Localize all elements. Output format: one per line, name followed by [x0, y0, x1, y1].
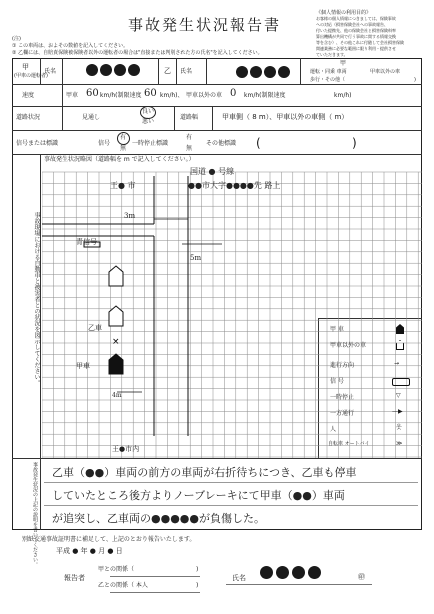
signal-row-label: 信号または標識: [16, 140, 59, 147]
signal-option-yes-circle: [117, 132, 130, 145]
traffic-signal-icon: [392, 378, 410, 386]
view-option-good: 良い: [142, 108, 155, 115]
speed-label: 速度: [22, 92, 35, 99]
collision-mark-icon: ×: [112, 337, 120, 347]
signal-text: 青信号: [76, 238, 97, 246]
otsu-name-redaction: [264, 66, 276, 78]
privacy-notice-line: 等を含む）、その他これに付随して会社損害保険: [316, 40, 404, 45]
person-icon: 옷: [396, 424, 402, 431]
dim-5m: 5m: [190, 254, 202, 262]
legend-item: 信 号: [330, 378, 344, 385]
legend: [326, 320, 418, 456]
footer-name-redaction: [308, 566, 321, 579]
statement-line: 乙車（●●）車両の前方の車両が右折待ちにつき、乙車も停車: [52, 466, 357, 479]
ko-label: 甲: [22, 63, 29, 71]
ko-name-redaction: [128, 64, 140, 76]
road-name-top: 国道 ● 号線: [190, 167, 235, 176]
dim-4m: 4m: [112, 392, 122, 399]
privacy-notice-line: お客様の個人情報につきましては、保険事故: [316, 16, 396, 21]
name-label: 氏名: [44, 68, 57, 75]
speed-ko-value: 60: [86, 88, 99, 99]
diagram-vertical-text: 事故現場における自動車と被害者との状況を図示してください。: [33, 212, 40, 386]
other-sign-close: ): [352, 136, 357, 150]
vehicle-role-label: 甲: [340, 60, 347, 67]
legend-item: 一方通行: [330, 410, 355, 417]
relation-otsu-close: ): [196, 582, 199, 589]
stop-option-no: 無: [186, 145, 193, 152]
stop-option-yes: 有: [186, 134, 193, 141]
footer-name-redaction: [276, 566, 289, 579]
speed-ko-limit-value: 60: [144, 88, 157, 99]
speed-other-limit-label: km/h(制限速度: [244, 92, 286, 99]
notes-label: (注): [12, 36, 21, 42]
otsu-name-redaction: [250, 66, 262, 78]
direction-arrow-icon: →: [394, 360, 400, 367]
dim-3m: 3m: [124, 212, 136, 220]
city-bottom: 王●市内: [112, 445, 140, 453]
legend-item: 甲 車: [330, 326, 344, 333]
privacy-notice-line: 付いた提携先、他の保険会社と損害保険料率: [316, 28, 396, 33]
road-status-label: 道路状況: [16, 114, 41, 121]
otsu-label: 乙: [164, 67, 171, 75]
reporter-label: 報告者: [64, 574, 85, 582]
ko-sub-label: (甲車の運転者): [14, 73, 48, 79]
ko-name-redaction: [86, 64, 98, 76]
statement-vertical-label: [28, 462, 38, 567]
other-sign-label: その他標識: [206, 140, 237, 147]
road-width-label: 道路幅: [180, 114, 199, 121]
statement-vertical-text: 事故発生状況の上記の説明を書いてください。: [32, 462, 38, 567]
signal-option-yes: 有: [120, 134, 127, 141]
other-sign-open: (: [256, 136, 261, 150]
ko-name-redaction: [100, 64, 112, 76]
ko-car-icon: [396, 324, 404, 334]
report-date: 平成 ● 年 ● 月 ● 日: [56, 547, 123, 555]
speed-other-value: 0: [230, 88, 237, 99]
privacy-notice-header: 《個人情報の利用目的》: [316, 10, 372, 16]
relation-otsu: 乙との関係（ 本人: [98, 582, 148, 589]
ko-car-label: 甲車: [76, 362, 90, 370]
legend-item: 甲車以外の車: [330, 342, 367, 349]
speed-other-limit-close: km/h): [334, 92, 352, 99]
diagram-bottom-rule: [12, 458, 422, 459]
signal-option-no: 無: [120, 145, 127, 152]
diagram-header: 事故発生状況略図（道路幅を m で記入してください。）: [44, 156, 195, 163]
privacy-notice: [316, 10, 426, 62]
signal-label: 信号: [98, 140, 111, 147]
diagram-vertical-label: [30, 212, 40, 386]
otsu-car-label: 乙車: [88, 324, 102, 332]
ko-car-icon: [109, 354, 123, 374]
speed-ko-label: 甲車: [66, 92, 79, 99]
vehicle-other-close: ): [414, 77, 416, 83]
relation-ko-close: ): [196, 566, 199, 573]
note-2: ② 乙欄には、自賠責保険被保険者以外の運転者の場合は"直接または判別された方の氏名"を記入してください。: [12, 50, 263, 56]
privacy-notice-line: 関連業務に必要な範囲に限り利用・提供させ: [316, 46, 396, 51]
vehicle-role-options: 運転・同乗 車両: [310, 69, 347, 75]
statement-line: していたところ後方よりノーブレーキにて甲車（●●）車両: [52, 489, 345, 502]
view-option-bad: 悪い: [142, 118, 155, 125]
footer-name-redaction: [260, 566, 273, 579]
legend-item: 進行方向: [330, 362, 355, 369]
confirm-text: 別紙交通事故証明書に補足して、上記のとおり報告いたします。: [22, 536, 196, 543]
statement-line: が追突し、乙車両の●●●●●が負傷した。: [52, 512, 265, 525]
vehicle-other-label: 歩行・その他（: [310, 77, 346, 83]
footer-name-redaction: [292, 566, 305, 579]
otsu-name-redaction: [236, 66, 248, 78]
legend-item: 自転車 オートバイ: [328, 441, 370, 447]
privacy-notice-line: ていただきます。: [316, 52, 348, 57]
legend-item: 人: [330, 426, 337, 433]
stop-sign-label: 一時停止標識: [132, 140, 169, 147]
privacy-notice-line: 算出機構が共同で行う事故に関する情報交換: [316, 34, 396, 39]
privacy-notice-line: への対応（損害保険会社への事故報告、: [316, 22, 388, 27]
bicycle-icon: ≫: [396, 440, 403, 447]
otsu-name-redaction: [278, 66, 290, 78]
place-top: ●●市大字●●●●先 路上: [188, 181, 281, 190]
view-label: 見通し: [82, 114, 101, 121]
speed-other-label: 甲車以外の車: [186, 92, 223, 99]
speed-ko-limit-label: km/h(制限速度: [100, 92, 142, 99]
city-top: 王● 市: [110, 181, 136, 190]
name-label: 氏名: [180, 68, 193, 75]
road-width-values: 甲車側（ 8 m）、甲車以外の車側（ m）: [222, 113, 349, 121]
note-1: ① この車両は、およその数値を記入してください。: [12, 43, 129, 49]
relation-ko: 甲との関係（: [98, 566, 135, 573]
lead-vehicle-icon: [109, 266, 123, 286]
ko-name-redaction: [114, 64, 126, 76]
other-car-icon: [396, 340, 404, 350]
speed-ko-limit-close: km/h)、: [160, 92, 184, 99]
one-way-icon: —▶: [392, 408, 403, 415]
footer-name-label: 氏名: [232, 574, 246, 582]
stop-sign-icon: ▽: [396, 392, 401, 399]
vehicle-type-label: 甲車以外の車: [370, 69, 401, 75]
legend-item: 一時停止: [330, 394, 355, 401]
page-title: 事故発生状況報告書: [128, 16, 282, 34]
seal-mark: ㊞: [358, 573, 365, 581]
